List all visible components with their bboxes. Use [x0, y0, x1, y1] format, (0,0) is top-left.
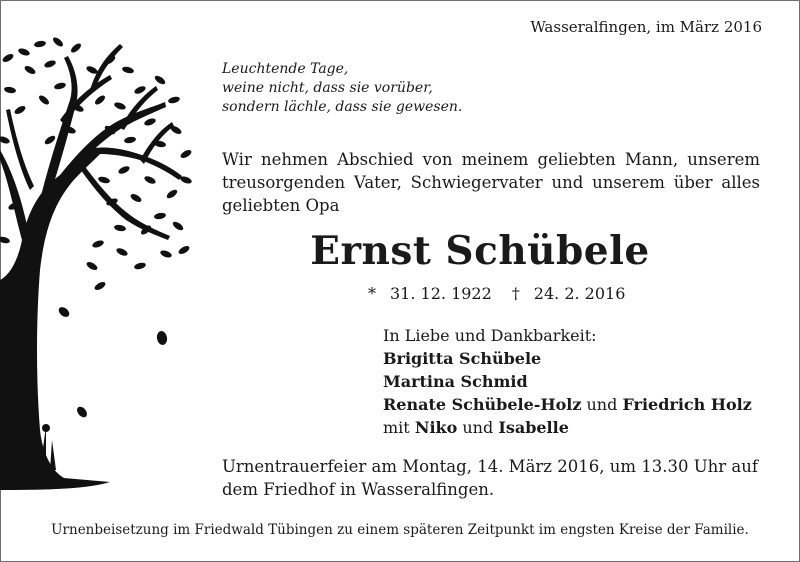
- burial-note: Urnenbeisetzung im Friedwald Tübingen zu einem späteren Zeitpunkt im engsten Kreise der Familie.: [51, 522, 749, 538]
- farewell-line: treusorgenden Vater, Schwiegervater und unserem über alles: [222, 173, 760, 192]
- conjunction: und: [586, 395, 618, 414]
- farewell-line: geliebten Opa: [222, 196, 340, 215]
- poem-line: sondern lächle, dass sie gewesen.: [222, 99, 463, 115]
- life-dates: [368, 284, 625, 303]
- ceremony-line: Urnentrauerfeier am Montag, 14. März 2016, um 13.30 Uhr auf: [222, 457, 758, 476]
- poem-line: Leuchtende Tage,: [222, 61, 349, 77]
- farewell-text: [222, 148, 760, 217]
- mourner-name: Renate Schübele-Holz: [383, 395, 582, 414]
- farewell-line: Wir nehmen Abschied von meinem geliebten Mann, unserem: [222, 150, 760, 169]
- poem: [222, 60, 462, 117]
- mourner-name: Isabelle: [498, 418, 569, 437]
- birth-date: 31. 12. 1922: [390, 284, 492, 303]
- ceremony-line: dem Friedhof in Wasseralfingen.: [222, 480, 495, 499]
- mourners-intro: In Liebe und Dankbarkeit:: [383, 326, 597, 345]
- conjunction: mit: [383, 418, 410, 437]
- ceremony-info: [222, 455, 760, 501]
- death-date: 24. 2. 2016: [533, 284, 626, 303]
- deceased-name-text: Ernst Schübele: [310, 228, 650, 274]
- conjunction: und: [462, 418, 494, 437]
- mourner-name: Niko: [414, 418, 458, 437]
- mourners: [383, 324, 752, 439]
- mourner-name: Martina Schmid: [383, 372, 528, 391]
- birth-star-icon: *: [368, 284, 376, 303]
- poem-line: weine nicht, dass sie vorüber,: [222, 80, 433, 96]
- mourner-name: Brigitta Schübele: [383, 349, 542, 368]
- deceased-name: [0, 228, 800, 274]
- place-date: Wasseralfingen, im März 2016: [530, 18, 762, 36]
- mourner-name: Friedrich Holz: [622, 395, 752, 414]
- death-cross-icon: †: [511, 284, 520, 303]
